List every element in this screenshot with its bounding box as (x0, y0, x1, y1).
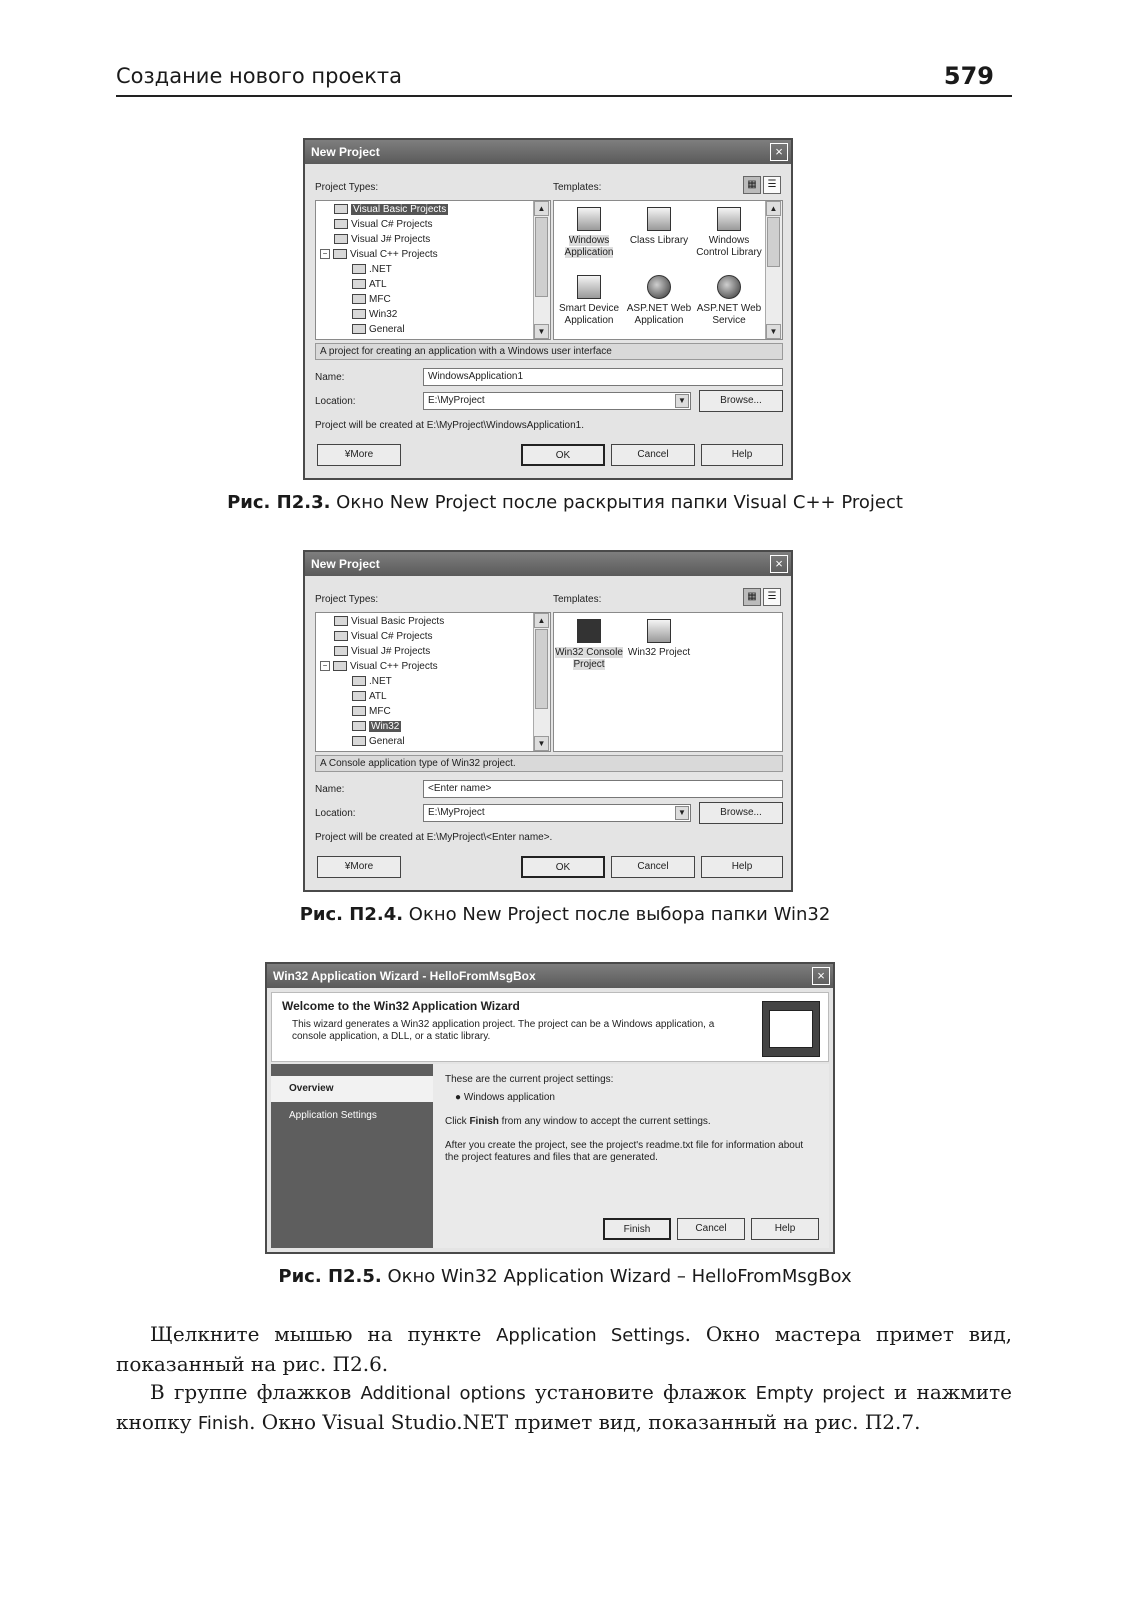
settings-bullet: ● Windows application (455, 1092, 555, 1103)
template-description: A project for creating an application with a Windows user interface (315, 343, 783, 360)
windows-app-icon (577, 207, 601, 231)
templates-list[interactable] (553, 200, 783, 340)
template-win32-project[interactable]: Win32 Project (624, 619, 694, 659)
location-label: Location: (315, 396, 356, 407)
browse-button[interactable]: Browse... (699, 802, 783, 824)
help-button[interactable]: Help (751, 1218, 819, 1240)
tree-item-visual-jsharp[interactable]: Visual J# Projects (334, 645, 430, 659)
location-value: E:\MyProject (428, 395, 485, 406)
globe-icon (717, 275, 741, 299)
created-at-text: Project will be created at E:\MyProject\<Enter name>. (315, 832, 553, 843)
tree-item-visual-basic[interactable]: Visual Basic Projects (334, 615, 444, 629)
ok-button[interactable]: OK (521, 856, 605, 878)
scroll-up-icon[interactable]: ▲ (534, 613, 549, 628)
scroll-down-icon[interactable]: ▼ (766, 324, 781, 339)
folder-icon (352, 736, 366, 746)
tree-item-visual-basic[interactable]: Visual Basic Projects (334, 203, 448, 217)
dropdown-arrow-icon[interactable]: ▼ (675, 806, 689, 820)
wizard-content (433, 1064, 829, 1248)
scroll-thumb[interactable] (535, 629, 548, 709)
folder-icon (333, 249, 347, 259)
tree-item-atl[interactable]: ATL (352, 690, 387, 704)
large-icons-view-button[interactable]: ▦ (743, 588, 761, 606)
template-smart-device[interactable]: Smart Device Application (554, 275, 624, 327)
folder-icon (334, 646, 348, 656)
class-library-icon (647, 207, 671, 231)
tree-item-win32[interactable]: Win32 (352, 308, 397, 322)
folder-icon (352, 721, 366, 731)
folder-icon (352, 294, 366, 304)
folder-icon (334, 219, 348, 229)
scroll-down-icon[interactable]: ▼ (534, 736, 549, 751)
nav-application-settings[interactable]: Application Settings (289, 1110, 377, 1121)
more-button[interactable]: ¥More (317, 856, 401, 878)
project-types-tree[interactable] (315, 612, 551, 752)
tree-item-win32[interactable]: Win32 (352, 720, 401, 734)
folder-icon (333, 661, 347, 671)
tree-item-dotnet[interactable]: .NET (352, 263, 392, 277)
scroll-up-icon[interactable]: ▲ (534, 201, 549, 216)
template-win32-console[interactable]: Win32 Console Project (554, 619, 624, 671)
browse-button[interactable]: Browse... (699, 390, 783, 412)
folder-icon (334, 204, 348, 214)
wizard-intro: This wizard generates a Win32 application project. The project can be a Windows application, a console application, a DLL, or a static library. (292, 1019, 715, 1042)
templates-scrollbar[interactable] (765, 201, 782, 339)
tree-item-visual-jsharp[interactable]: Visual J# Projects (334, 233, 430, 247)
tree-item-visual-csharp[interactable]: Visual C# Projects (334, 218, 433, 232)
ok-button[interactable]: OK (521, 444, 605, 466)
collapse-icon[interactable]: − (320, 249, 330, 259)
more-button[interactable]: ¥More (317, 444, 401, 466)
page-number: 579 (943, 62, 994, 90)
folder-icon (352, 324, 366, 334)
wizard-header (271, 992, 829, 1062)
folder-icon (334, 234, 348, 244)
templates-label: Templates: (553, 594, 602, 605)
tree-item-atl[interactable]: ATL (352, 278, 387, 292)
tree-item-dotnet[interactable]: .NET (352, 675, 392, 689)
project-types-label: Project Types: (315, 594, 379, 605)
wizard-sidebar (271, 1064, 433, 1248)
close-button[interactable]: × (770, 555, 788, 573)
template-aspnet-web-app[interactable]: ASP.NET Web Application (624, 275, 694, 327)
folder-icon (352, 309, 366, 319)
template-class-library[interactable]: Class Library (624, 207, 694, 247)
folder-icon (334, 616, 348, 626)
location-label: Location: (315, 808, 356, 819)
location-select[interactable] (423, 392, 691, 410)
help-button[interactable]: Help (701, 444, 783, 466)
template-aspnet-web-service[interactable]: ASP.NET Web Service (694, 275, 764, 327)
dropdown-arrow-icon[interactable]: ▼ (675, 394, 689, 408)
win32-project-icon (647, 619, 671, 643)
scroll-down-icon[interactable]: ▼ (534, 324, 549, 339)
new-project-dialog-1 (303, 138, 793, 480)
tree-scrollbar[interactable] (533, 613, 550, 751)
globe-icon (647, 275, 671, 299)
tree-item-visual-csharp[interactable]: Visual C# Projects (334, 630, 433, 644)
smart-device-icon (577, 275, 601, 299)
folder-icon (334, 631, 348, 641)
close-button[interactable]: × (812, 967, 830, 985)
folder-icon (352, 264, 366, 274)
tree-item-visual-cpp[interactable]: − Visual C++ Projects (320, 660, 438, 674)
project-types-label: Project Types: (315, 182, 379, 193)
help-button[interactable]: Help (701, 856, 783, 878)
dialog-titlebar: New Project (305, 140, 791, 164)
running-head: Создание нового проекта (116, 64, 403, 88)
figure-caption-2: Рис. П2.4. Окно New Project после выбора папки Win32 (299, 904, 831, 925)
dialog-titlebar: New Project (305, 552, 791, 576)
folder-icon (352, 676, 366, 686)
large-icons-view-button[interactable]: ▦ (743, 176, 761, 194)
console-app-icon (577, 619, 601, 643)
scroll-thumb[interactable] (535, 217, 548, 297)
small-icons-view-button[interactable]: ☰ (763, 176, 781, 194)
created-at-text: Project will be created at E:\MyProject\WindowsApplication1. (315, 420, 585, 431)
dialog-titlebar: Win32 Application Wizard - HelloFromMsgBox (267, 964, 833, 988)
close-button[interactable]: × (770, 143, 788, 161)
wizard-heading: Welcome to the Win32 Application Wizard (282, 999, 520, 1013)
figure-caption-3: Рис. П2.5. Окно Win32 Application Wizard – HelloFromMsgBox (278, 1266, 852, 1287)
name-label: Name: (315, 784, 345, 795)
templates-label: Templates: (553, 182, 602, 193)
cancel-button[interactable]: Cancel (611, 856, 695, 878)
click-finish-text: Click Finish from any window to accept the current settings. (445, 1116, 711, 1127)
wizard-window-icon (762, 1001, 820, 1057)
tree-item-mfc[interactable]: MFC (352, 293, 391, 307)
control-library-icon (717, 207, 741, 231)
tree-item-visual-cpp[interactable]: − Visual C++ Projects (320, 248, 438, 262)
cancel-button[interactable]: Cancel (677, 1218, 745, 1240)
folder-icon (352, 691, 366, 701)
tree-item-general[interactable]: General (352, 735, 405, 749)
paragraph-1: Щелкните мышью на пункте Application Settings. Окно мастера примет вид, показанный на рис. П2.6. (116, 1322, 1013, 1376)
project-types-tree[interactable] (315, 200, 551, 340)
location-select[interactable] (423, 804, 691, 822)
paragraph-2: В группе флажков Additional options установите флажок Empty project и нажмите кнопку Finish. Окно Visual Studio.NET примет вид, показанный на рис. П2.7. (116, 1380, 1012, 1434)
after-create-text: After you create the project, see the project's readme.txt file for information about the project features and files that are generated. (445, 1140, 804, 1163)
folder-icon (352, 706, 366, 716)
body-text (116, 1320, 1012, 1438)
new-project-dialog-2 (303, 550, 793, 892)
scroll-up-icon[interactable]: ▲ (766, 201, 781, 216)
tree-item-general[interactable]: General (352, 323, 405, 337)
win32-wizard-dialog (265, 962, 835, 1254)
header-rule (116, 95, 1012, 97)
small-icons-view-button[interactable]: ☰ (763, 588, 781, 606)
collapse-icon[interactable]: − (320, 661, 330, 671)
tree-item-mfc[interactable]: MFC (352, 705, 391, 719)
template-windows-control-library[interactable]: Windows Control Library (694, 207, 764, 259)
template-windows-application[interactable]: Windows Application (554, 207, 624, 259)
nav-overview[interactable]: Overview (271, 1076, 437, 1102)
templates-list[interactable] (553, 612, 783, 752)
name-label: Name: (315, 372, 345, 383)
folder-icon (352, 279, 366, 289)
finish-button[interactable]: Finish (603, 1218, 671, 1240)
settings-line: These are the current project settings: (445, 1074, 614, 1085)
location-value: E:\MyProject (428, 807, 485, 818)
tree-scrollbar[interactable] (533, 201, 550, 339)
cancel-button[interactable]: Cancel (611, 444, 695, 466)
figure-caption-1: Рис. П2.3. Окно New Project после раскрытия папки Visual C++ Project (227, 492, 903, 513)
name-input[interactable]: WindowsApplication1 (423, 368, 783, 386)
template-description: A Console application type of Win32 project. (315, 755, 783, 772)
name-input[interactable]: <Enter name> (423, 780, 783, 798)
scroll-thumb[interactable] (767, 217, 780, 267)
